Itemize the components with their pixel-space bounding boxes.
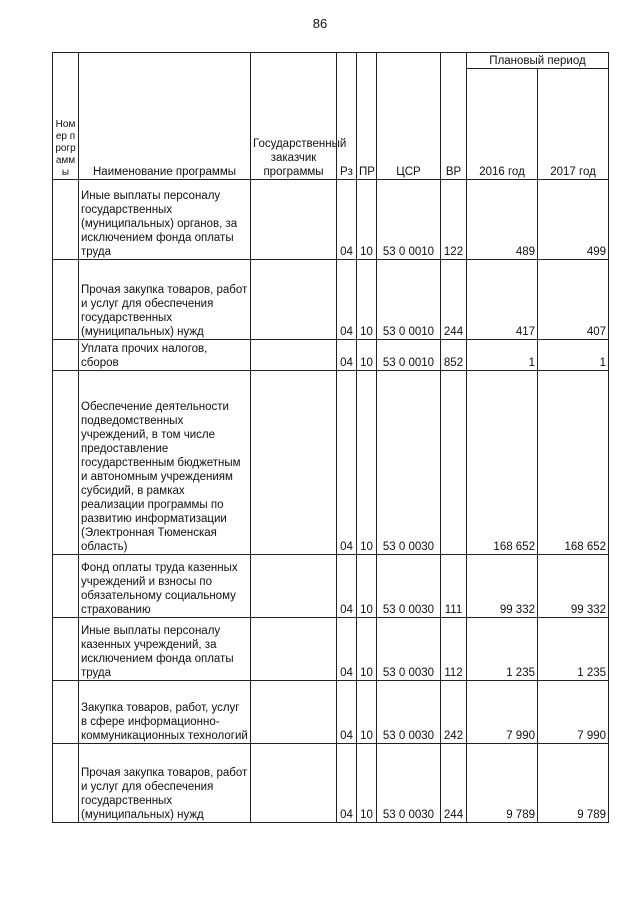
cell-number [53, 180, 79, 260]
cell-2016: 168 652 [467, 371, 538, 555]
cell-csr: 53 0 0030 [377, 744, 441, 823]
cell-name: Обеспечение деятельности подведомственных учреждений, в том числе предоставление государственным бюджетным и автономным учреждениям субсидий, в рамках реализации программы по развитию информатизации (Электронная Тюменская область) [79, 371, 251, 555]
cell-vr [441, 371, 467, 555]
col-header-2016: 2016 год [467, 69, 538, 180]
col-header-number: Номер программы [53, 53, 79, 180]
cell-name: Уплата прочих налогов, сборов [79, 340, 251, 371]
cell-vr: 244 [441, 260, 467, 340]
cell-rz: 04 [337, 260, 357, 340]
cell-customer [251, 180, 337, 260]
cell-number [53, 681, 79, 744]
cell-pr: 10 [357, 340, 377, 371]
table-row [53, 681, 609, 744]
cell-2017: 7 990 [538, 681, 609, 744]
cell-2017: 499 [538, 180, 609, 260]
col-header-plan-period: Плановый период [467, 53, 609, 69]
cell-name: Прочая закупка товаров, работ и услуг для обеспечения государственных (муниципальных) нужд [79, 260, 251, 340]
cell-vr: 112 [441, 618, 467, 681]
cell-2016: 9 789 [467, 744, 538, 823]
cell-2016: 1 [467, 340, 538, 371]
table-row [53, 340, 609, 371]
table-row [53, 180, 609, 260]
table-row [53, 618, 609, 681]
col-header-customer: Государственный заказчик программы [251, 53, 337, 180]
table-row [53, 555, 609, 618]
cell-csr: 53 0 0010 [377, 180, 441, 260]
cell-vr: 122 [441, 180, 467, 260]
cell-pr: 10 [357, 744, 377, 823]
cell-csr: 53 0 0030 [377, 618, 441, 681]
table-row [53, 744, 609, 823]
cell-vr: 852 [441, 340, 467, 371]
cell-csr: 53 0 0030 [377, 681, 441, 744]
cell-pr: 10 [357, 555, 377, 618]
cell-number [53, 371, 79, 555]
cell-csr: 53 0 0010 [377, 260, 441, 340]
cell-number [53, 744, 79, 823]
cell-2016: 1 235 [467, 618, 538, 681]
col-header-vr: ВР [441, 53, 467, 180]
cell-customer [251, 681, 337, 744]
cell-rz: 04 [337, 618, 357, 681]
table-row [53, 371, 609, 555]
cell-vr: 111 [441, 555, 467, 618]
cell-customer [251, 744, 337, 823]
cell-rz: 04 [337, 744, 357, 823]
cell-vr: 242 [441, 681, 467, 744]
cell-2017: 1 235 [538, 618, 609, 681]
cell-rz: 04 [337, 681, 357, 744]
cell-number [53, 260, 79, 340]
cell-rz: 04 [337, 371, 357, 555]
cell-2016: 417 [467, 260, 538, 340]
cell-number [53, 555, 79, 618]
col-header-2017: 2017 год [538, 69, 609, 180]
table-row [53, 260, 609, 340]
cell-name: Закупка товаров, работ, услуг в сфере информационно-коммуникационных технологий [79, 681, 251, 744]
cell-customer [251, 340, 337, 371]
cell-2017: 9 789 [538, 744, 609, 823]
col-header-rz: Рз [337, 53, 357, 180]
cell-2017: 99 332 [538, 555, 609, 618]
budget-table [52, 52, 609, 823]
cell-customer [251, 618, 337, 681]
cell-pr: 10 [357, 371, 377, 555]
cell-number [53, 340, 79, 371]
cell-name: Иные выплаты персоналу государственных (муниципальных) органов, за исключением фонда оплаты труда [79, 180, 251, 260]
cell-pr: 10 [357, 180, 377, 260]
cell-customer [251, 371, 337, 555]
cell-rz: 04 [337, 180, 357, 260]
cell-csr: 53 0 0010 [377, 340, 441, 371]
cell-2017: 168 652 [538, 371, 609, 555]
cell-name: Фонд оплаты труда казенных учреждений и взносы по обязательному социальному страхованию [79, 555, 251, 618]
cell-2016: 489 [467, 180, 538, 260]
col-header-csr: ЦСР [377, 53, 441, 180]
cell-pr: 10 [357, 260, 377, 340]
cell-2017: 1 [538, 340, 609, 371]
cell-customer [251, 555, 337, 618]
cell-rz: 04 [337, 555, 357, 618]
page-number: 86 [312, 16, 328, 31]
cell-2017: 407 [538, 260, 609, 340]
header-row-1 [53, 53, 609, 69]
cell-rz: 04 [337, 340, 357, 371]
cell-name: Прочая закупка товаров, работ и услуг для обеспечения государственных (муниципальных) нужд [79, 744, 251, 823]
cell-pr: 10 [357, 618, 377, 681]
cell-2016: 7 990 [467, 681, 538, 744]
col-header-pr: ПР [357, 53, 377, 180]
cell-csr: 53 0 0030 [377, 371, 441, 555]
col-header-name: Наименование программы [79, 53, 251, 180]
cell-vr: 244 [441, 744, 467, 823]
cell-csr: 53 0 0030 [377, 555, 441, 618]
cell-name: Иные выплаты персоналу казенных учреждений, за исключением фонда оплаты труда [79, 618, 251, 681]
cell-pr: 10 [357, 681, 377, 744]
cell-2016: 99 332 [467, 555, 538, 618]
cell-customer [251, 260, 337, 340]
cell-number [53, 618, 79, 681]
